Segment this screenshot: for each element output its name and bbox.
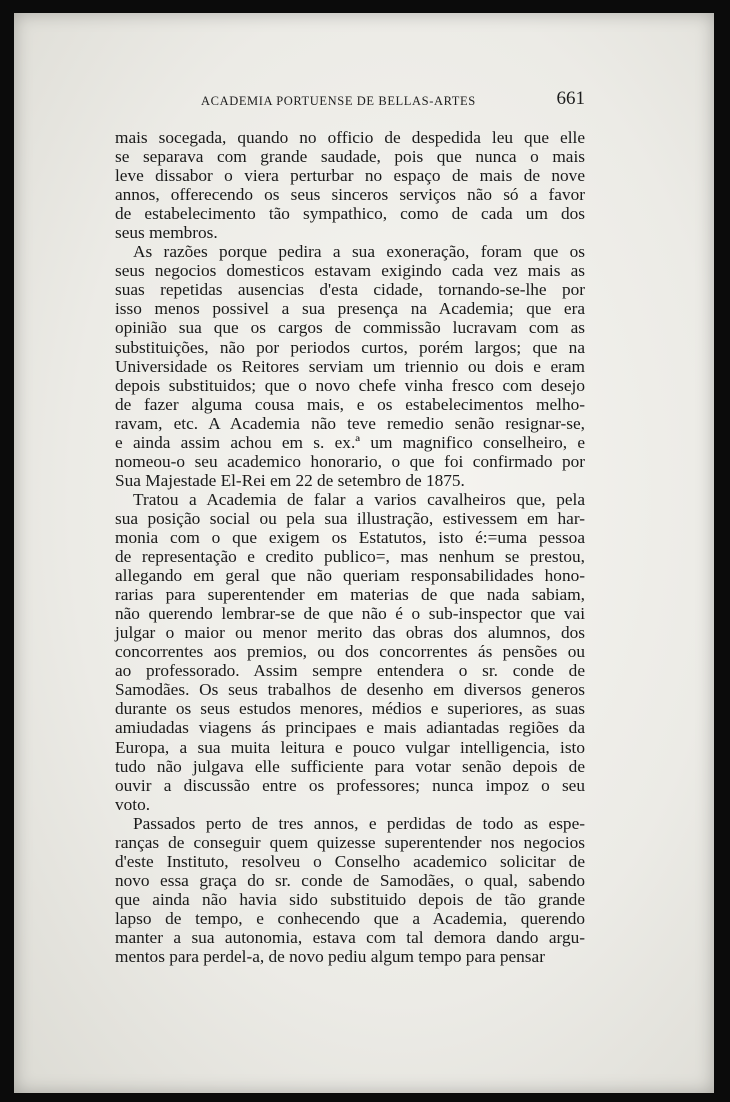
text-line: de representação e credito publico=, mas nenhum se prestou, — [115, 547, 585, 567]
text-line: allegando em geral que não queriam responsabilidades hono- — [115, 566, 585, 586]
text-line: e ainda assim achou em s. ex.ª um magnifico conselheiro, e — [115, 432, 585, 452]
text-line: Europa, a sua muita leitura e pouco vulgar intelligencia, isto — [115, 737, 585, 757]
text-line: tudo não julgava elle sufficiente para votar senão depois de — [115, 756, 585, 776]
text-line: d'este Instituto, resolveu o Conselho academico solicitar de — [115, 851, 585, 871]
text-line: julgar o maior ou menor merito das obras dos alumnos, dos — [115, 623, 585, 643]
text-line: durante os seus estudos menores, médios e superiores, as suas — [115, 699, 585, 719]
text-line: As razões porque pedira a sua exoneração, foram que os — [133, 242, 585, 262]
text-line: ravam, etc. A Academia não teve remedio senão resignar-se, — [115, 413, 585, 433]
text-line: substituições, não por periodos curtos, porém largos; que na — [115, 337, 585, 357]
text-line: monia com o que exigem os Estatutos, isto é:=uma pessoa — [115, 527, 585, 547]
text-line: de fazer alguma cousa mais, e os estabelecimentos melho- — [115, 394, 585, 414]
text-line: lapso de tempo, e conhecendo que a Academia, querendo — [115, 908, 585, 928]
text-line: Sua Majestade El-Rei em 22 de setembro de 1875. — [115, 470, 465, 490]
text-line: nomeou-o seu academico honorario, o que foi confirmado por — [115, 451, 585, 471]
text-line: não querendo lembrar-se de que não é o sub-inspector que vai — [115, 604, 585, 624]
text-line: annos, offerecendo os seus sinceros serviços não só a favor — [115, 185, 585, 205]
text-line: Tratou a Academia de falar a varios cavalheiros que, pela — [133, 489, 585, 509]
text-line: que ainda não havia sido substituido depois de tão grande — [115, 889, 585, 909]
text-line: Samodães. Os seus trabalhos de desenho em diversos generos — [115, 680, 585, 700]
text-line: ao professorado. Assim sempre entendera o sr. conde de — [115, 661, 585, 681]
paragraph — [115, 128, 585, 242]
paragraph — [115, 242, 585, 490]
text-line: amiudadas viagens ás principaes e mais adiantadas regiões da — [115, 718, 585, 738]
text-line: isso menos possivel a sua presença na Academia; que era — [115, 299, 585, 319]
page-header — [115, 88, 585, 114]
text-line: depois substituidos; que o novo chefe vinha fresco com desejo — [115, 375, 585, 395]
text-line: seus membros. — [115, 223, 218, 243]
text-line: de estabelecimento tão sympathico, como de cada um dos — [115, 204, 585, 224]
text-line: rarias para superentender em materias de que nada sabiam, — [115, 585, 585, 605]
text-line: voto. — [115, 794, 151, 814]
text-line: ouvir a discussão entre os professores; nunca impoz o seu — [115, 775, 585, 795]
text-line: opinião sua que os cargos de commissão lucravam com as — [115, 318, 585, 338]
text-line: seus negocios domesticos estavam exigindo cada vez mais as — [115, 261, 585, 281]
text-line: Universidade os Reitores serviam um triennio ou dois e eram — [115, 356, 585, 376]
text-line: se separava com grande saudade, pois que nunca o mais — [115, 147, 585, 167]
text-line: Passados perto de tres annos, e perdidas de todo as espe- — [133, 813, 585, 833]
paragraph — [115, 814, 585, 966]
text-line: novo essa graça do sr. conde de Samodães, o qual, sabendo — [115, 870, 585, 890]
body-text — [115, 128, 585, 966]
text-line: mais socegada, quando no officio de despedida leu que elle — [115, 128, 585, 147]
text-line: sua posição social ou pela sua illustração, estivessem em har- — [115, 508, 585, 528]
text-line: concorrentes aos premios, ou dos concorrentes ás pensões ou — [115, 642, 585, 662]
text-line: leve dissabor o viera perturbar no espaço de mais de nove — [115, 166, 585, 186]
running-head: ACADEMIA PORTUENSE DE BELLAS-ARTES — [201, 94, 476, 108]
text-line: mentos para perdel-a, de novo pediu algum tempo para pensar — [115, 947, 545, 967]
text-line: suas repetidas ausencias d'esta cidade, tornando-se-lhe por — [115, 280, 585, 300]
paragraph — [115, 490, 585, 814]
text-line: manter a sua autonomia, estava com tal demora dando argu- — [115, 927, 585, 947]
page-number: 661 — [556, 88, 585, 109]
text-line: ranças de conseguir quem quizesse superentender nos negocios — [115, 832, 585, 852]
